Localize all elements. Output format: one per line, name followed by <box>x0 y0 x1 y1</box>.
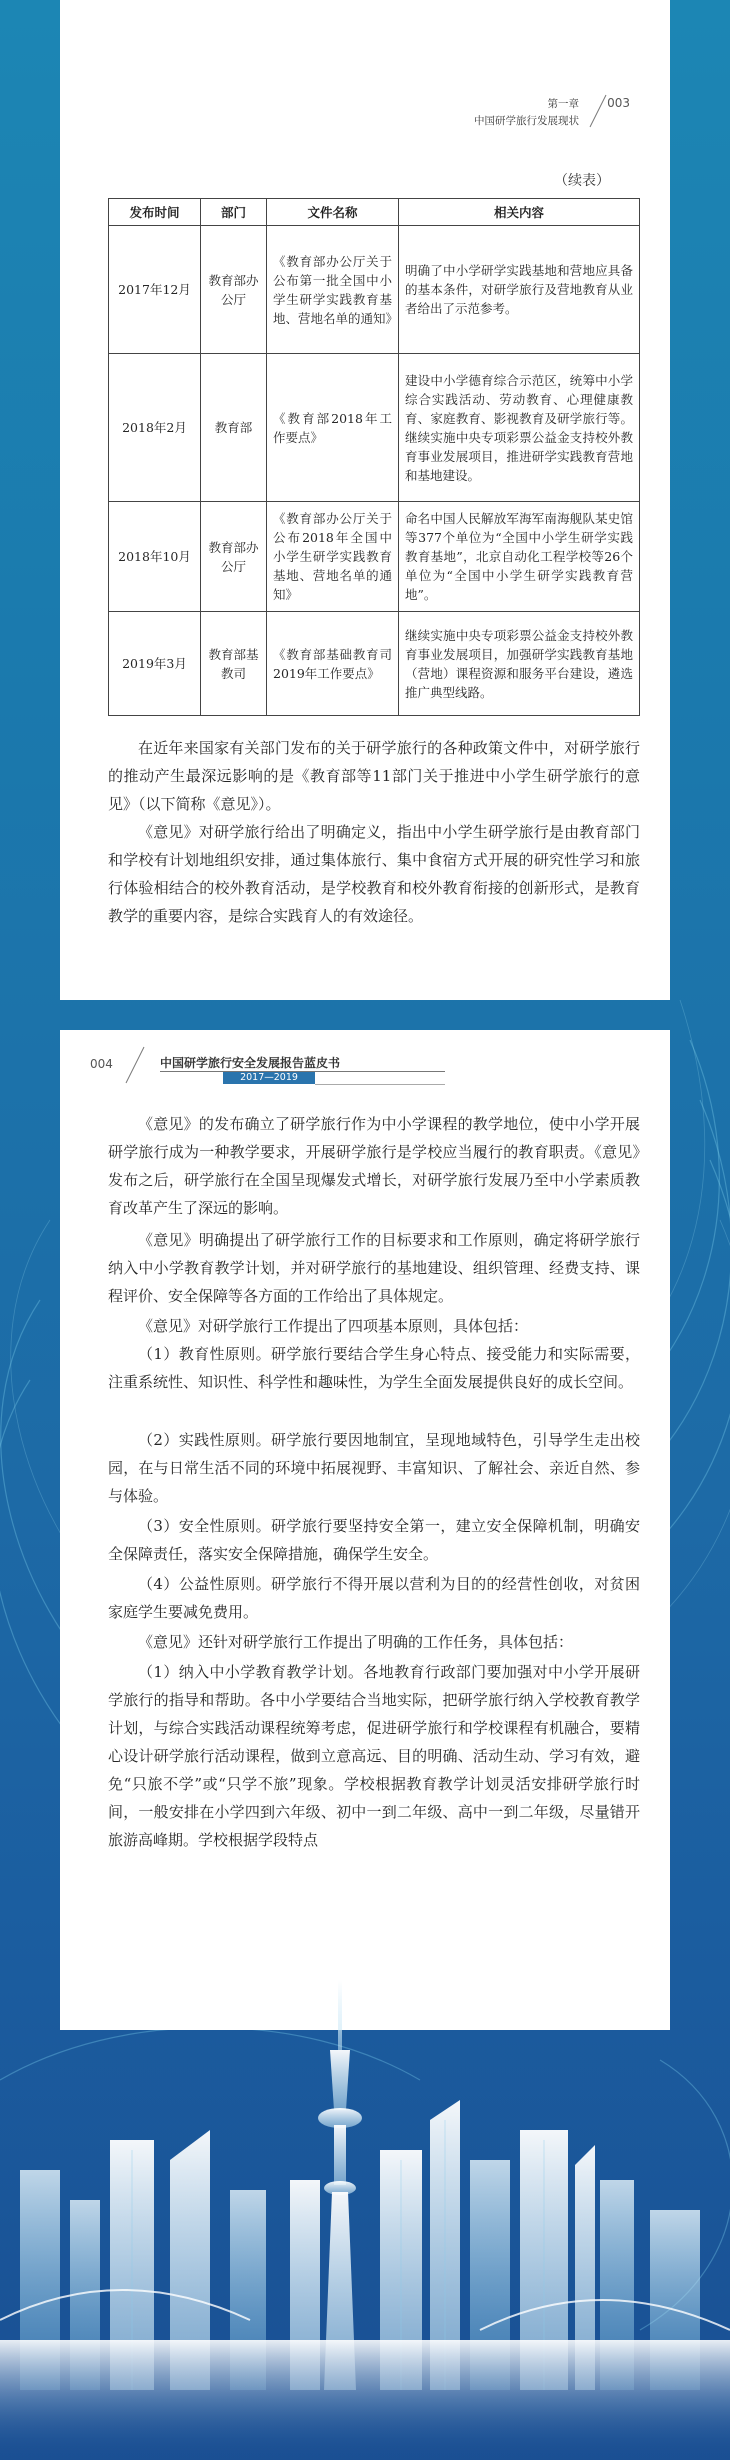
body-paragraph: 《意见》还针对研学旅行工作提出了明确的工作任务，具体包括： <box>138 1633 574 1651</box>
cell-date: 2018年10月 <box>109 502 201 612</box>
body-paragraph: 《意见》明确提出了研学旅行工作的目标要求和工作原则，确定将研学旅行纳入中小学教育教学计划，并对研学旅行的基地建设、组织管理、经费支持、课程评价、安全保障等各方面的工作给出了具体规定。 <box>108 1231 640 1305</box>
cell-content: 继续实施中央专项彩票公益金支持校外教育事业发展项目，加强研学实践教育基地（营地）课程资源和服务平台建设，遴选推广典型线路。 <box>399 612 640 716</box>
header-divider-slash <box>124 1046 146 1084</box>
body-paragraph: 在近年来国家有关部门发布的关于研学旅行的各种政策文件中，对研学旅行的推动产生最深远影响的是《教育部等11部门关于推进中小学生研学旅行的意见》（以下简称《意见》）。 <box>108 739 640 813</box>
continued-label: （续表） <box>554 173 610 189</box>
city-skyline-illustration <box>0 1960 730 2460</box>
page-number: 003 <box>607 96 630 110</box>
cell-department: 教育部办公厅 <box>201 502 267 612</box>
cell-date: 2018年2月 <box>109 354 201 502</box>
cell-content: 建设中小学德育综合示范区，统筹中小学综合实践活动、劳动教育、心理健康教育、家庭教育、影视教育及研学旅行等。继续实施中央专项彩票公益金支持校外教育事业发展项目，推进研学实践教育营地和基地建设。 <box>399 354 640 502</box>
body-paragraph: （2）实践性原则。研学旅行要因地制宜，呈现地域特色，引导学生走出校园，在与日常生活不同的环境中拓展视野、丰富知识、了解社会、亲近自然、参与体验。 <box>108 1431 640 1505</box>
chapter-label: 第一章 <box>547 98 579 110</box>
cell-document-name: 《教育部基础教育司2019年工作要点》 <box>267 612 399 716</box>
cell-department: 教育部办公厅 <box>201 226 267 354</box>
cell-department: 教育部 <box>201 354 267 502</box>
chapter-title: 中国研学旅行发展现状 <box>474 115 579 127</box>
table-row <box>109 226 640 354</box>
header-date: 发布时间 <box>109 199 201 226</box>
cell-document-name: 《教育部办公厅关于公布第一批全国中小学生研学实践教育基地、营地名单的通知》 <box>267 226 399 354</box>
header-divider-slash <box>588 94 608 128</box>
body-paragraph: 《意见》对研学旅行给出了明确定义，指出中小学生研学旅行是由教育部门和学校有计划地组织安排，通过集体旅行、集中食宿方式开展的研究性学习和旅行体验相结合的校外教育活动，是学校教育和校外教育衔接的创新形式，是教育教学的重要内容，是综合实践育人的有效途径。 <box>108 823 640 925</box>
body-paragraph: 《意见》对研学旅行工作提出了四项基本原则，具体包括： <box>138 1317 529 1335</box>
body-paragraph: 《意见》的发布确立了研学旅行作为中小学课程的教学地位，使中小学开展研学旅行成为一种教学要求，开展研学旅行是学校应当履行的教育职责。《意见》发布之后，研学旅行在全国呈现爆发式增长，对研学旅行发展乃至中小学素质教育改革产生了深远的影响。 <box>108 1115 640 1217</box>
page-003 <box>60 0 670 1000</box>
body-paragraph: （1）教育性原则。研学旅行要结合学生身心特点、接受能力和实际需要，注重系统性、知识性、科学性和趣味性，为学生全面发展提供良好的成长空间。 <box>108 1345 640 1391</box>
header-department: 部门 <box>201 199 267 226</box>
cell-date: 2019年3月 <box>109 612 201 716</box>
cell-document-name: 《教育部2018年工作要点》 <box>267 354 399 502</box>
running-header <box>60 1044 670 1083</box>
page-004 <box>60 1030 670 2030</box>
table-header-row <box>109 199 640 226</box>
cell-content: 命名中国人民解放军海军南海舰队某史馆等377个单位为“全国中小学生研学实践教育基地”，北京自动化工程学校等26个单位为“全国中小学生研学实践教育营地”。 <box>399 502 640 612</box>
running-header <box>474 96 579 130</box>
body-paragraph: （1）纳入中小学教育教学计划。各地教育行政部门要加强对中小学开展研学旅行的指导和帮助。各中小学要结合当地实际，把研学旅行纳入学校教育教学计划，与综合实践活动课程统筹考虑，促进研学旅行和学校课程有机融合，要精心设计研学旅行活动课程，做到立意高远、目的明确、活动生动、学习有效，避免“只旅不学”或“只学不旅”现象。学校根据教育教学计划灵活安排研学旅行时间，一般安排在小学四到六年级、初中一到二年级、高中一到二年级，尽量错开旅游高峰期。学校根据学段特点 <box>108 1663 640 1849</box>
table-row <box>109 502 640 612</box>
cell-document-name: 《教育部办公厅关于公布2018年全国中小学生研学实践教育基地、营地名单的通知》 <box>267 502 399 612</box>
header-content: 相关内容 <box>399 199 640 226</box>
header-rule <box>315 1084 445 1085</box>
cell-content: 明确了中小学研学实践基地和营地应具备的基本条件，对研学旅行及营地教育从业者给出了示范参考。 <box>399 226 640 354</box>
body-paragraph: （4）公益性原则。研学旅行不得开展以营利为目的的经营性创收，对贫困家庭学生要减免费用。 <box>108 1575 640 1621</box>
cell-date: 2017年12月 <box>109 226 201 354</box>
table-row <box>109 354 640 502</box>
body-paragraph: （3）安全性原则。研学旅行要坚持安全第一，建立安全保障机制，明确安全保障责任，落实安全保障措施，确保学生安全。 <box>108 1517 640 1563</box>
policy-table <box>108 198 640 716</box>
book-title: 中国研学旅行安全发展报告蓝皮书 <box>160 1056 341 1070</box>
year-range-badge: 2017—2019 <box>223 1072 315 1084</box>
page-number: 004 <box>90 1057 113 1071</box>
header-document-name: 文件名称 <box>267 199 399 226</box>
cell-department: 教育部基教司 <box>201 612 267 716</box>
table-row <box>109 612 640 716</box>
